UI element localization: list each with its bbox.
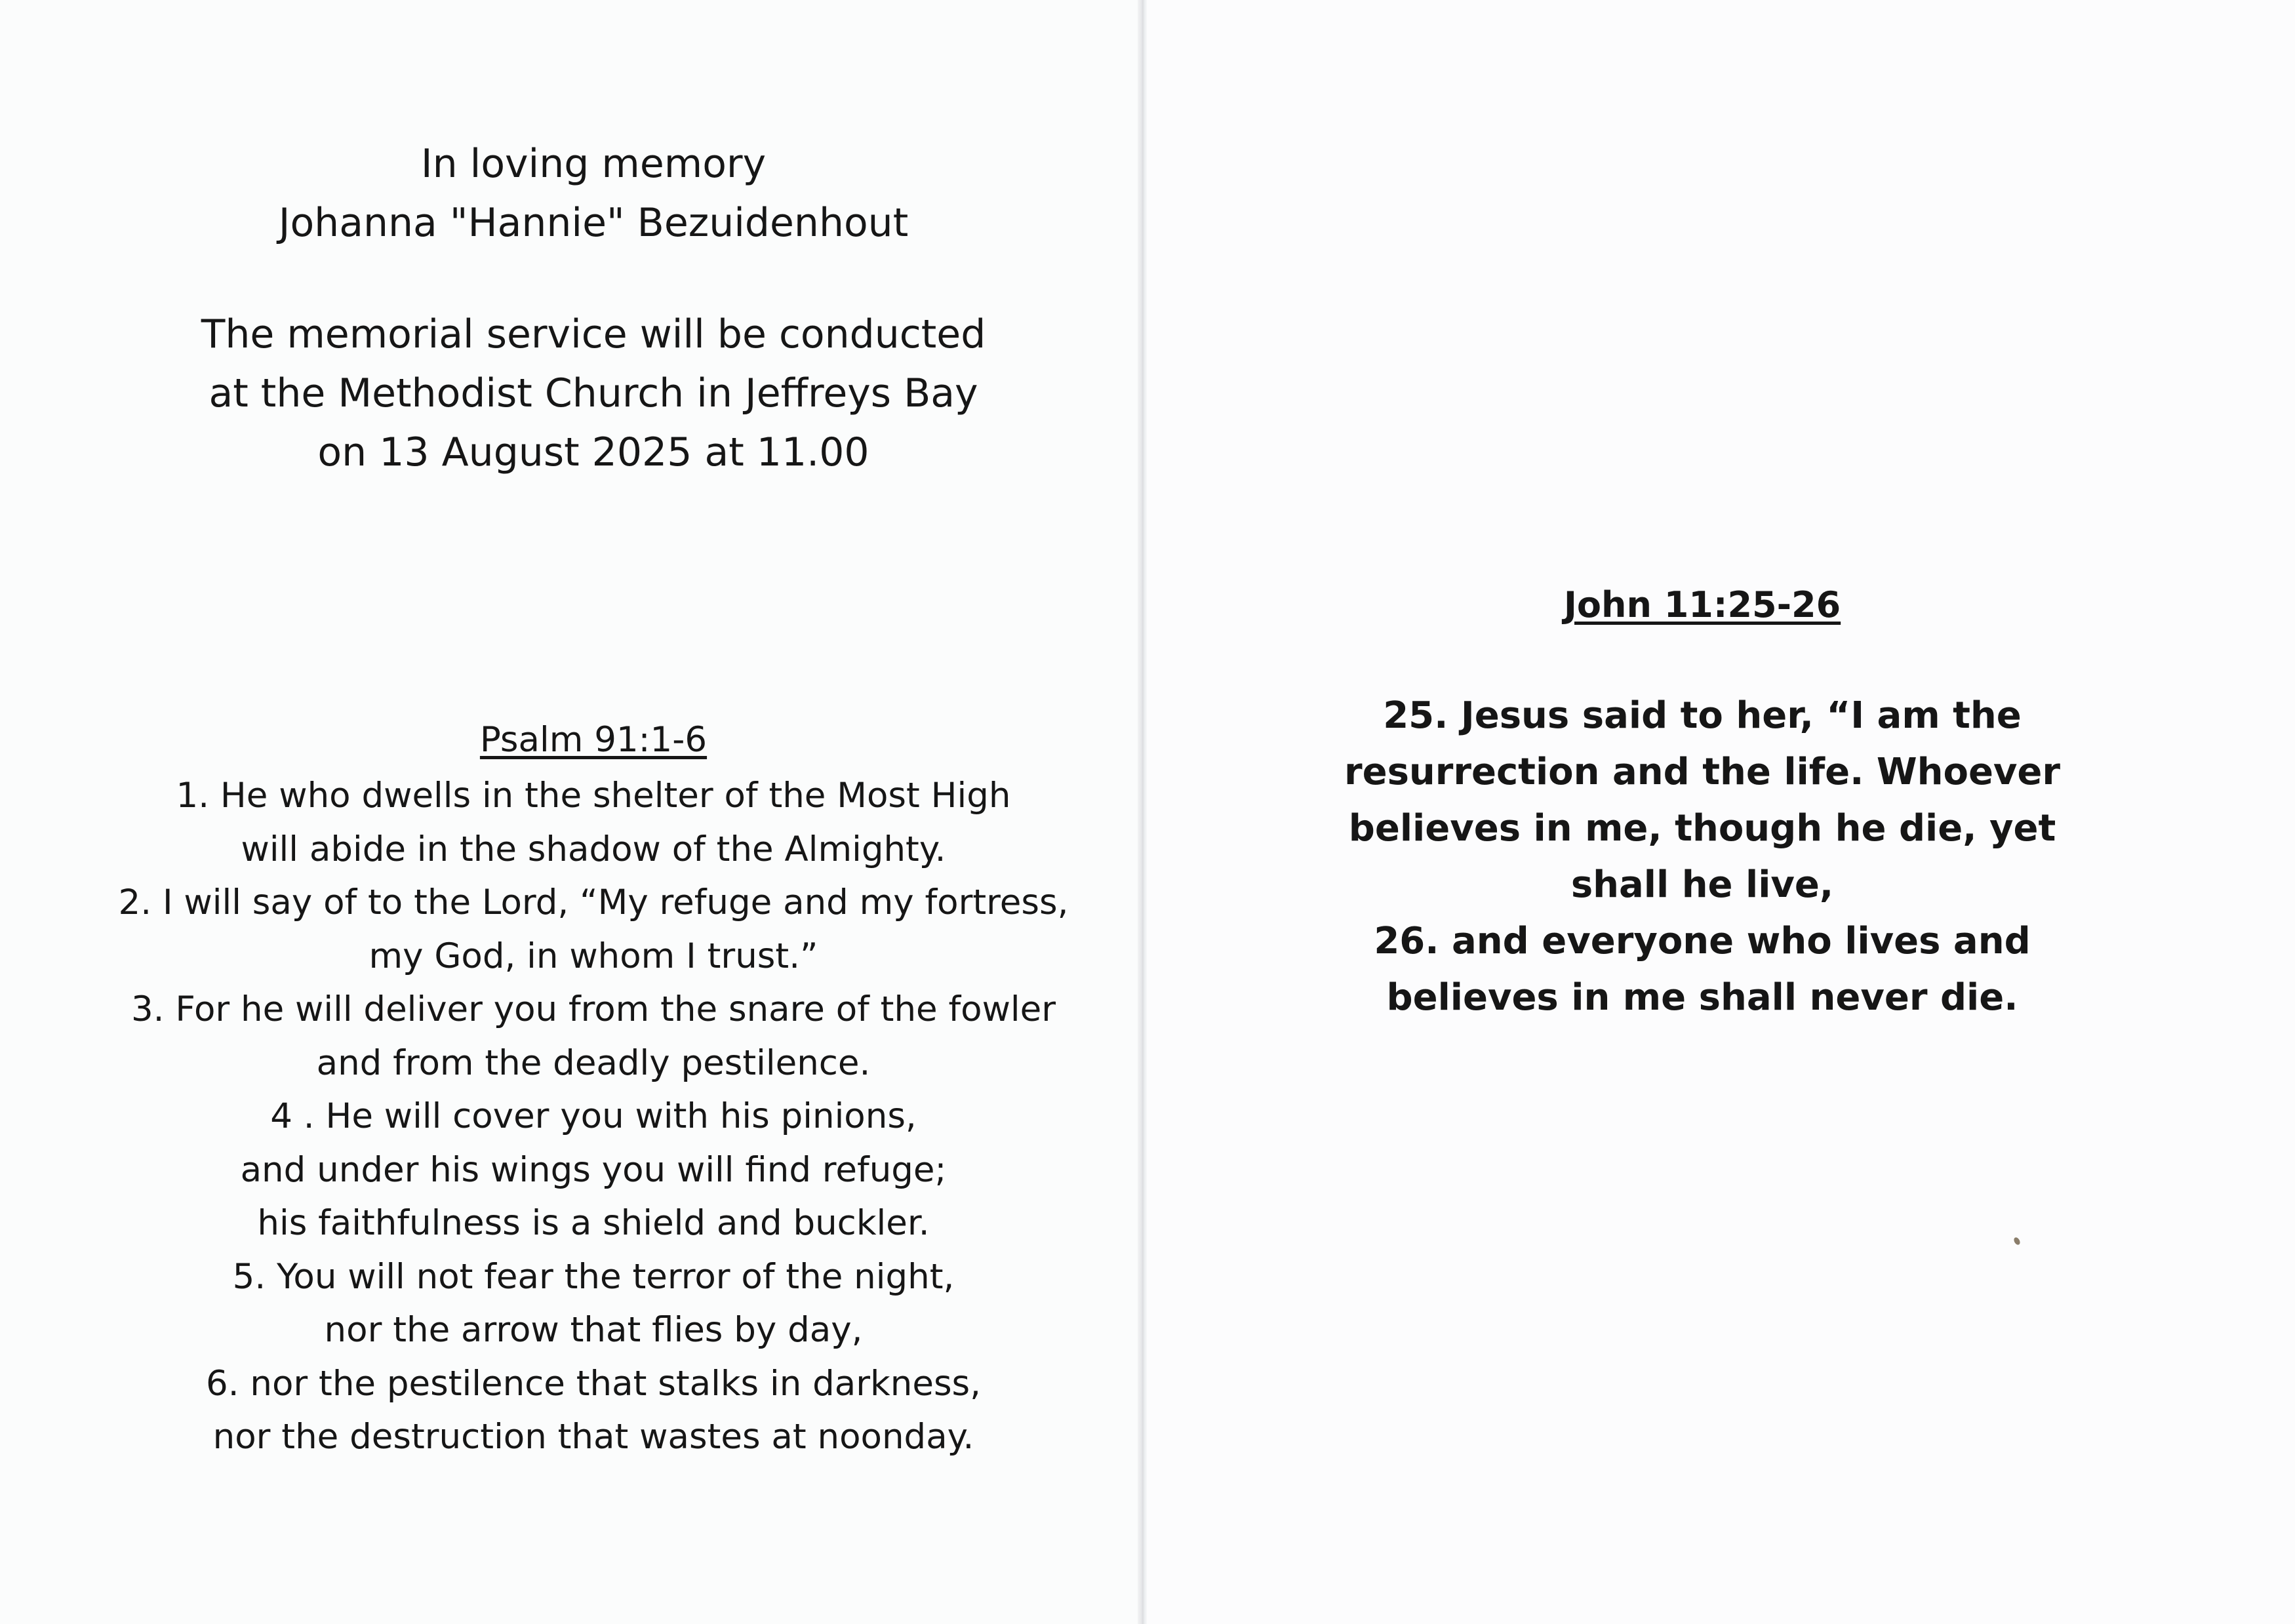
john-line: 26. and everyone who lives and [1374,920,2031,962]
service-line: The memorial service will be conducted [201,311,986,357]
psalm-title: Psalm 91:1-6 [479,720,708,760]
memory-heading [0,134,1187,252]
psalm-line: 1. He who dwells in the shelter of the Most High [176,776,1011,816]
psalm-line: will abide in the shadow of the Almighty. [241,829,946,869]
deceased-name: Johanna "Hannie" Bezuidenhout [278,200,909,246]
psalm-line: my God, in whom I trust.” [369,936,818,976]
service-location: at the Methodist Church in Jeffreys Bay [209,370,978,416]
psalm-text [0,769,1187,1464]
service-details [0,305,1187,482]
memory-line: In loving memory [420,141,767,187]
psalm-line: 4 . He will cover you with his pinions, [270,1096,917,1136]
psalm-line: and under his wings you will find refuge; [240,1149,947,1190]
psalm-line: 6. nor the pestilence that stalks in darkness, [205,1363,982,1404]
john-title: John 11:25-26 [1563,584,1841,625]
john-line: resurrection and the life. Whoever [1344,751,2061,793]
john-line: shall he live, [1570,863,1834,906]
john-text [1145,688,2260,1026]
psalm-line: nor the arrow that flies by day, [324,1310,863,1350]
psalm-line: 5. You will not fear the terror of the night, [232,1256,955,1297]
john-line: believes in me, though he die, yet [1348,807,2056,850]
john-line: 25. Jesus said to her, “I am the [1383,694,2022,737]
psalm-line: and from the deadly pestilence. [316,1042,871,1083]
psalm-line: nor the destruction that wastes at noonday. [212,1417,974,1457]
service-date: on 13 August 2025 at 11.00 [317,429,869,475]
psalm-line: 2. I will say of to the Lord, “My refuge and my fortress, [118,882,1069,922]
psalm-line: his faithfulness is a shield and buckler. [257,1203,930,1243]
john-line: believes in me shall never die. [1386,976,2018,1019]
psalm-line: 3. For he will deliver you from the snare of the fowler [130,989,1056,1029]
